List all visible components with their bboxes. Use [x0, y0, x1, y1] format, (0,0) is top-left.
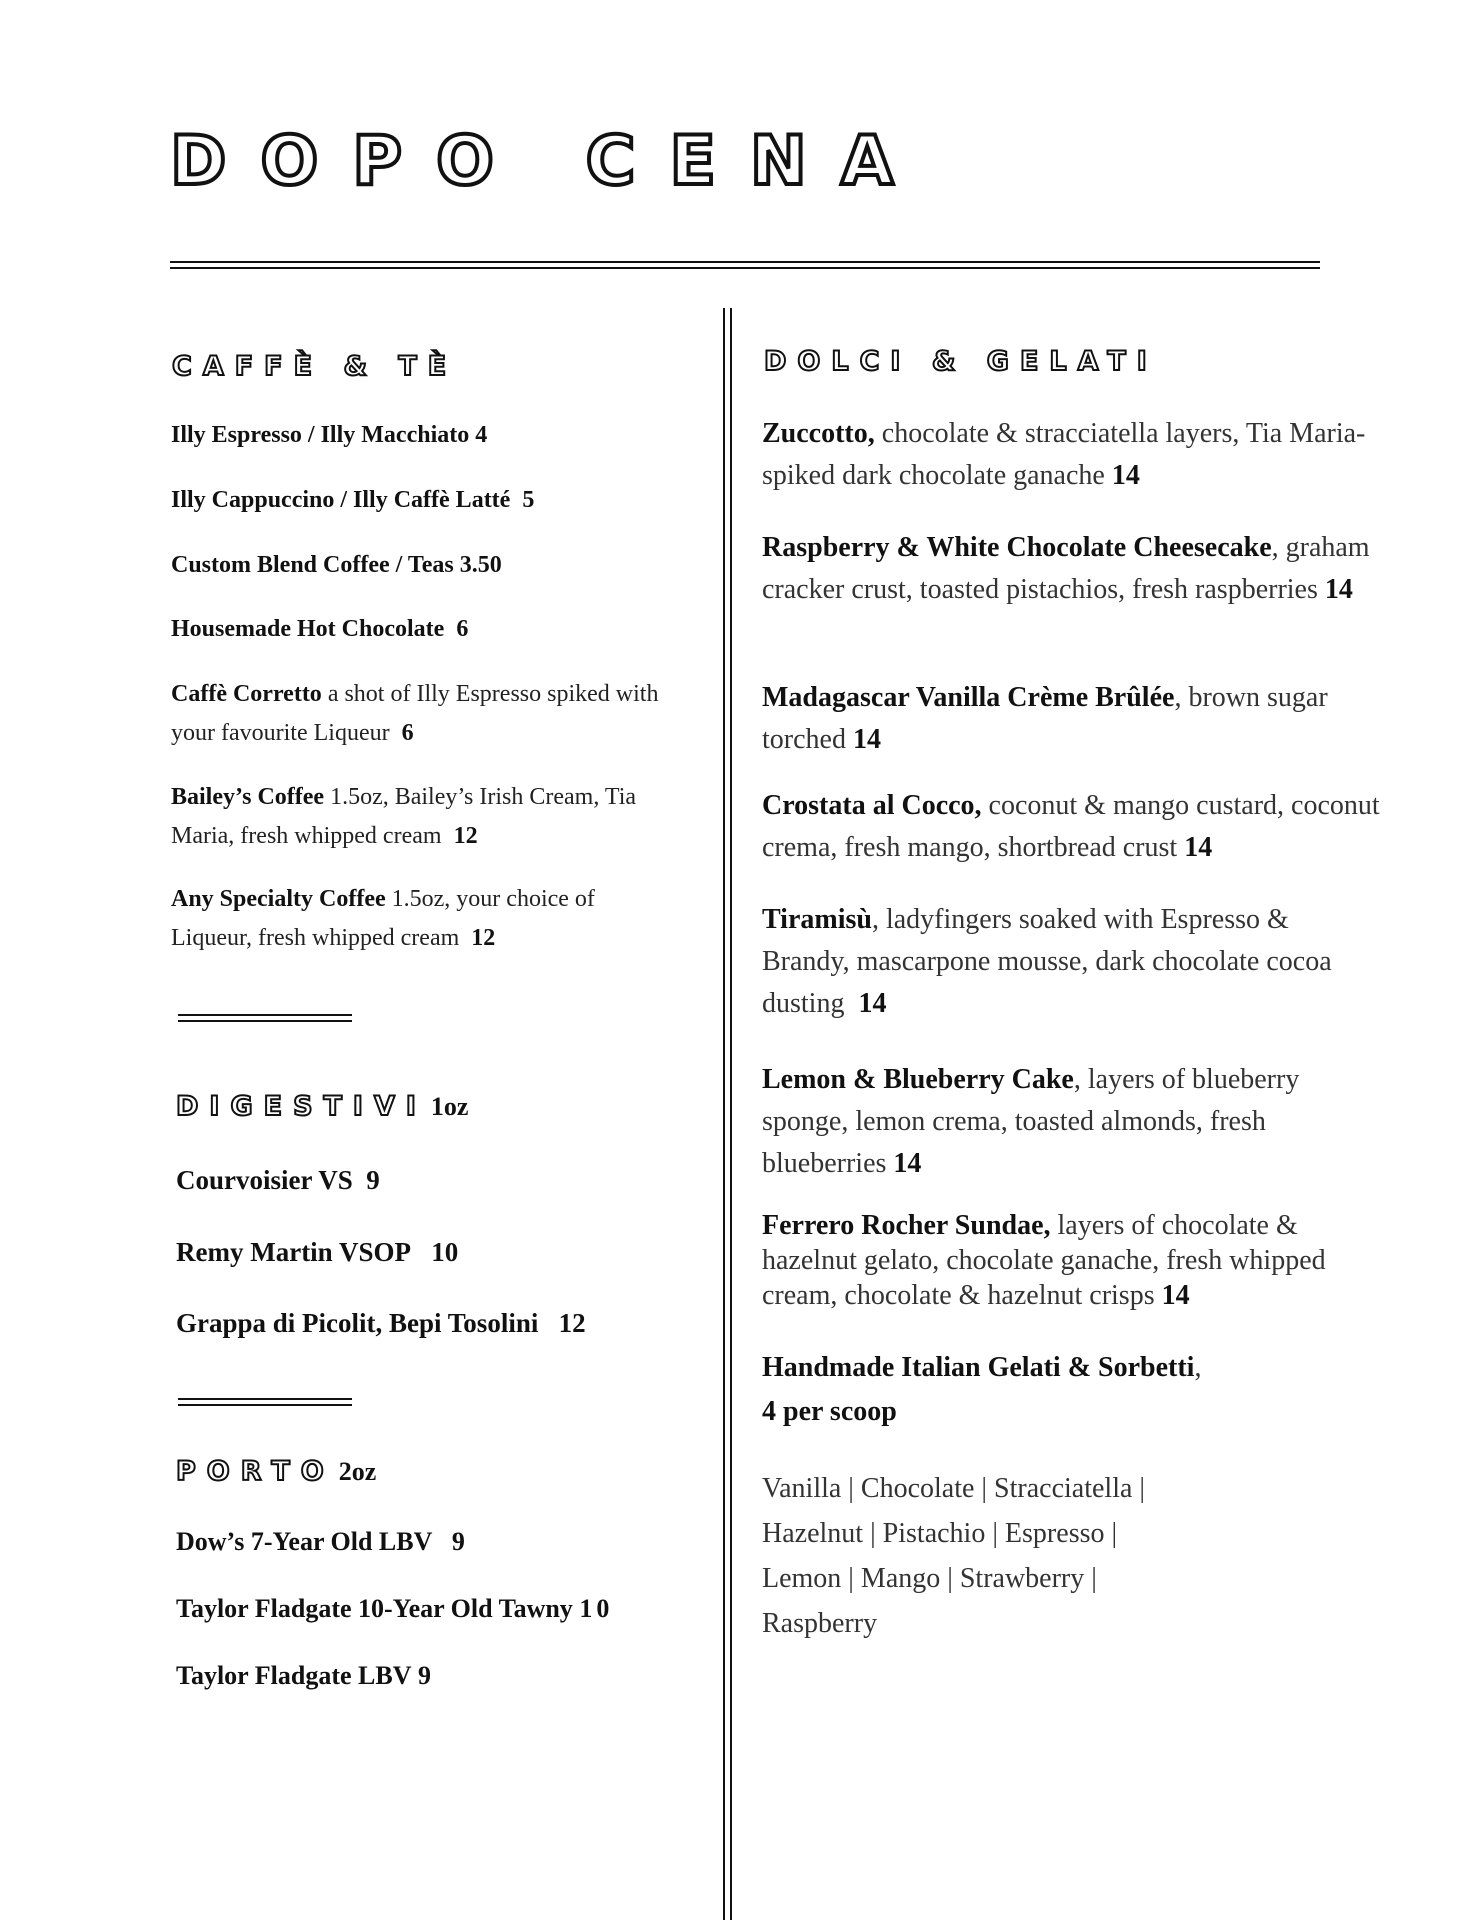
item-name: Taylor Fladgate LBV: [176, 1661, 412, 1690]
item-price: 4: [475, 422, 488, 448]
flavour-line: Vanilla | Chocolate | Stracciatella |: [762, 1473, 1146, 1504]
digestivi-pour-size: 1oz: [430, 1092, 469, 1121]
page-title: DOPO CENA: [170, 122, 928, 201]
item-name: Lemon & Blueberry Cake: [762, 1064, 1074, 1095]
menu-item: [762, 677, 1382, 761]
item-price: 12: [453, 823, 478, 849]
menu-item: [176, 1304, 696, 1343]
item-price: 6: [456, 616, 469, 642]
item-description: chocolate & stracciatella layers, Tia Maria-spiked dark chocolate ganache: [762, 418, 1366, 491]
item-price: 9: [417, 1661, 431, 1690]
item-name: Caffè Corretto: [171, 681, 322, 707]
gelati-flavours: [762, 1466, 1382, 1646]
item-name: Crostata al Cocco,: [762, 790, 982, 821]
digestivi-title: DIGESTIVI: [176, 1091, 427, 1122]
item-description: a shot of Illy Espresso spiked with your favourite Liqueur: [171, 681, 659, 746]
flavour-line: Hazelnut | Pistachio | Espresso |: [762, 1518, 1118, 1549]
menu-item: [762, 1208, 1392, 1313]
dolci-heading: DOLCI & GELATI: [764, 346, 1158, 377]
flavour-line: Lemon | Mango | Strawberry |: [762, 1563, 1097, 1594]
menu-item: [176, 1522, 676, 1561]
item-price: 3.50: [459, 552, 502, 578]
menu-item: [762, 1059, 1342, 1185]
item-description: , layers of blueberry sponge, lemon crema, toasted almonds, fresh blueberries: [762, 1064, 1300, 1179]
item-name: Zuccotto,: [762, 418, 875, 449]
item-name: Custom Blend Coffee / Teas: [171, 552, 454, 578]
item-price: 14: [1161, 1280, 1190, 1311]
item-description: coconut & mango custard, coconut crema, fresh mango, shortbread crust: [762, 790, 1380, 863]
item-description: 1.5oz, your choice of Liqueur, fresh whipped cream: [171, 886, 595, 951]
flavour-line: Raspberry: [762, 1608, 878, 1639]
item-price: 9: [451, 1527, 465, 1556]
item-name: Illy Cappuccino / Illy Caffè Latté: [171, 487, 511, 513]
item-price: 9: [366, 1165, 380, 1195]
item-name: Illy Espresso / Illy Macchiato: [171, 422, 470, 448]
item-name: Tiramisù: [762, 904, 872, 935]
item-price: 14: [858, 988, 887, 1019]
item-name: Madagascar Vanilla Crème Brûlée: [762, 682, 1175, 713]
menu-item: [762, 413, 1382, 497]
menu-item: [171, 481, 691, 520]
menu-item: [176, 1161, 676, 1200]
item-price: 14: [893, 1148, 922, 1179]
item-price: 12: [558, 1308, 586, 1338]
item-name: Housemade Hot Chocolate: [171, 616, 445, 642]
item-name: Ferrero Rocher Sundae,: [762, 1210, 1051, 1241]
menu-item: [171, 546, 691, 585]
digestivi-heading: [176, 1093, 468, 1120]
menu-item: [171, 416, 691, 455]
item-name: Any Specialty Coffee: [171, 886, 386, 912]
item-price: 4 per scoop: [762, 1396, 897, 1427]
item-description: , graham cracker crust, toasted pistachios, fresh raspberries: [762, 532, 1370, 605]
porto-heading: [176, 1458, 376, 1485]
menu-item: [171, 675, 671, 753]
item-price: 14: [852, 724, 881, 755]
menu-item: [171, 778, 671, 856]
item-name: Courvoisier VS: [176, 1165, 353, 1195]
section-divider: [178, 1014, 352, 1022]
item-price: 5: [522, 487, 535, 513]
menu-item: [171, 610, 691, 649]
menu-item: [762, 785, 1382, 869]
item-name-suffix: ,: [1194, 1352, 1202, 1383]
item-name: Bailey’s Coffee: [171, 784, 325, 810]
menu-item: [171, 880, 671, 958]
menu-item: [762, 527, 1382, 611]
item-price: 6: [401, 720, 414, 746]
item-name: Grappa di Picolit, Bepi Tosolini: [176, 1308, 539, 1338]
porto-pour-size: 2oz: [338, 1457, 377, 1486]
item-price: 10: [431, 1237, 459, 1267]
item-name: Taylor Fladgate 10-Year Old Tawny: [176, 1594, 573, 1623]
item-name: Handmade Italian Gelati & Sorbetti: [762, 1352, 1195, 1383]
item-price: 12: [471, 925, 496, 951]
item-description: 1.5oz, Bailey’s Irish Cream, Tia Maria, fresh whipped cream: [171, 784, 637, 849]
column-divider: [723, 308, 732, 1920]
item-price: 14: [1324, 574, 1353, 605]
item-name: Dow’s 7-Year Old LBV: [176, 1527, 433, 1556]
item-name: Raspberry & White Chocolate Cheesecake: [762, 532, 1272, 563]
menu-item: [176, 1233, 676, 1272]
item-description: , brown sugar torched: [762, 682, 1328, 755]
item-description: , ladyfingers soaked with Espresso & Brandy, mascarpone mousse, dark chocolate cocoa dusting: [762, 904, 1332, 1019]
menu-item: [176, 1589, 696, 1628]
item-price: 14: [1184, 832, 1213, 863]
gelati-item: [762, 1346, 1382, 1434]
title-divider: [170, 261, 1320, 269]
caffe-heading: CAFFÈ & TÈ: [172, 351, 458, 382]
item-price: 14: [1111, 460, 1140, 491]
menu-item: [762, 899, 1342, 1025]
section-divider: [178, 1398, 352, 1406]
item-description: layers of chocolate & hazelnut gelato, chocolate ganache, fresh whipped cream, chocolate & hazelnut crisps: [762, 1210, 1326, 1311]
menu-item: [176, 1656, 676, 1695]
item-price: 10: [579, 1594, 614, 1623]
porto-title: PORTO: [176, 1456, 335, 1487]
item-name: Remy Martin VSOP: [176, 1237, 411, 1267]
